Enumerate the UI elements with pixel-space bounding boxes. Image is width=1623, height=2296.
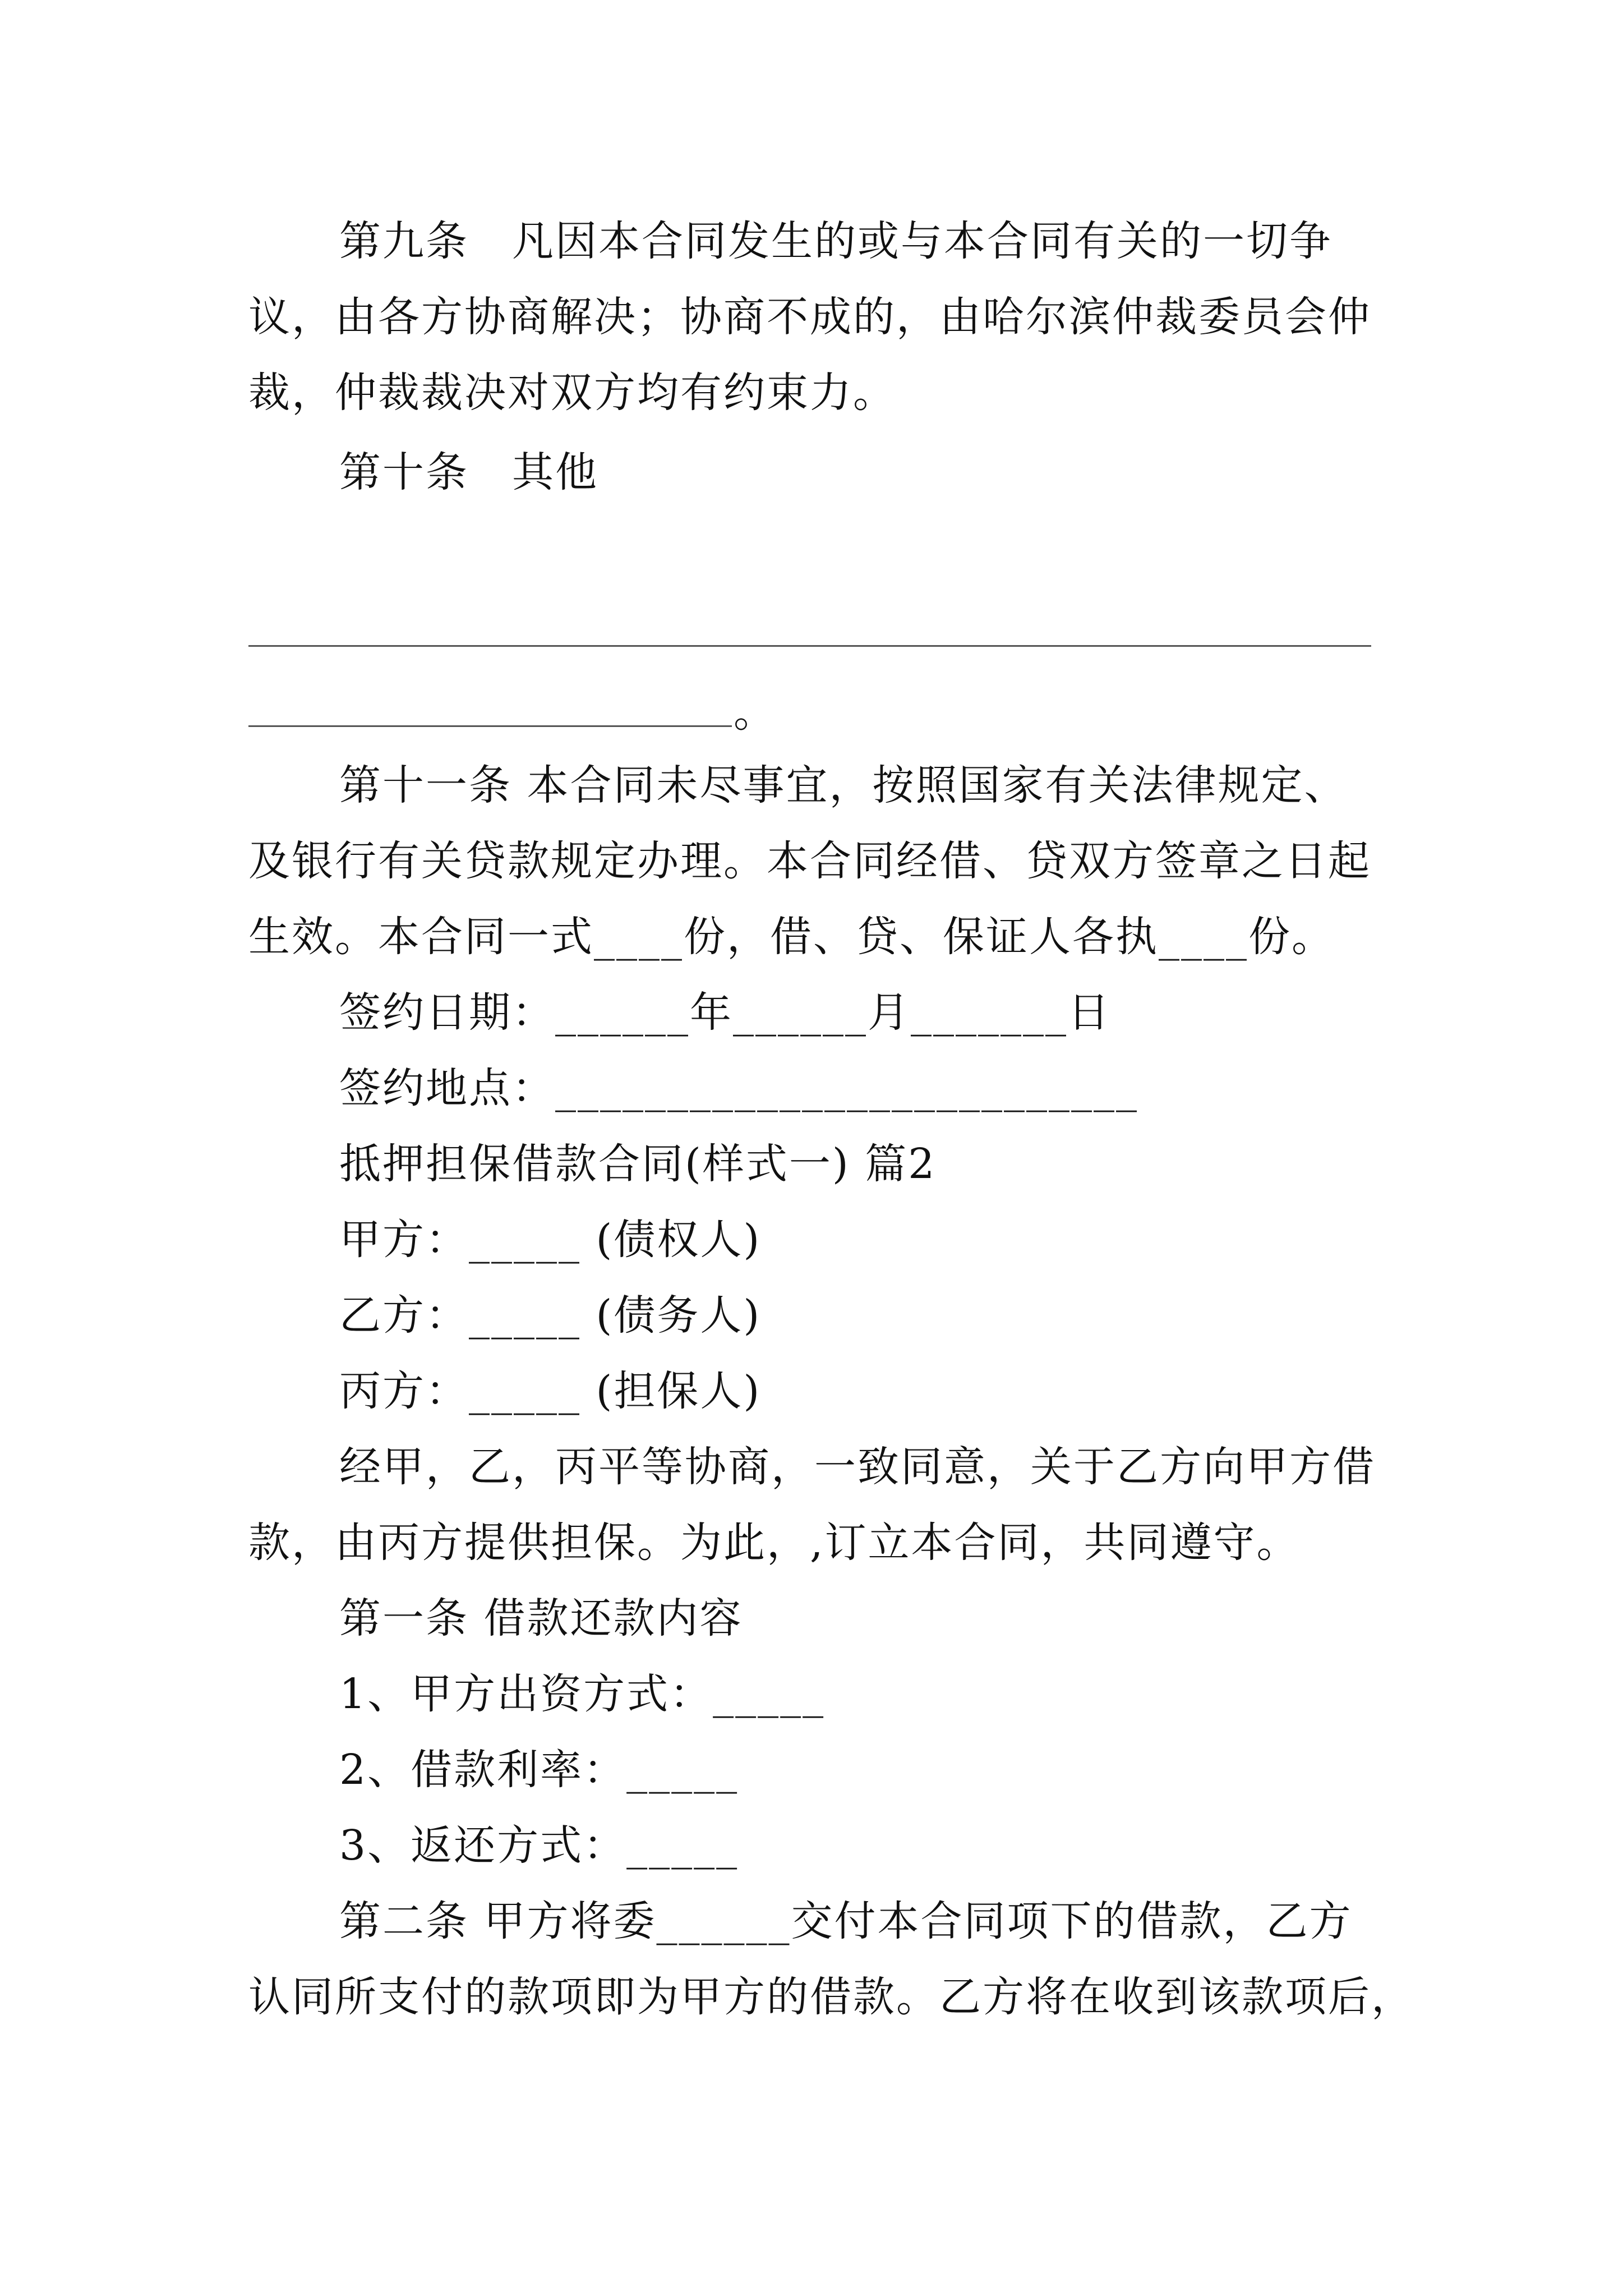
article10-end-mark: 。 (734, 688, 777, 737)
preamble-line2: 款，由丙方提供担保。为此，,订立本合同，共同遵守。 (248, 1519, 1300, 1567)
fill-in-blank-line (248, 645, 1371, 647)
party-c: 丙方：_____ (担保人) (339, 1367, 762, 1415)
article11-line2: 及银行有关贷款规定办理。本合同经借、贷双方签章之日起 (248, 837, 1371, 885)
article1-item3: 3、返还方式：_____ (339, 1821, 739, 1870)
preamble-line1: 经甲，乙，丙平等协商，一致同意，关于乙方向甲方借 (339, 1443, 1376, 1491)
signing-date: 签约日期：______年______月_______日 (339, 988, 1111, 1037)
article1-title: 第一条 借款还款内容 (339, 1594, 743, 1642)
party-a: 甲方：_____ (债权人) (339, 1216, 762, 1264)
article9-line1: 第九条 凡因本合同发生的或与本合同有关的一切争 (339, 217, 1332, 265)
article1-item1: 1、甲方出资方式：_____ (339, 1670, 826, 1718)
signing-place: 签约地点：__________________________ (339, 1064, 1138, 1112)
article10-title: 第十条 其他 (339, 448, 598, 496)
article2-line2: 认同所支付的款项即为甲方的借款。乙方将在收到该款项后， (248, 1973, 1414, 2021)
article9-line2: 议，由各方协商解决；协商不成的，由哈尔滨仲裁委员会仲 (248, 293, 1371, 341)
party-b: 乙方：_____ (债务人) (339, 1291, 762, 1340)
article1-item2: 2、借款利率：_____ (339, 1746, 739, 1794)
article9-line3: 裁，仲裁裁决对双方均有约束力。 (248, 369, 896, 417)
article11-line3: 生效。本合同一式____份，借、贷、保证人各执____份。 (248, 913, 1335, 961)
article11-line1: 第十一条 本合同未尽事宜，按照国家有关法律规定、 (339, 761, 1348, 809)
contract2-title: 抵押担保借款合同(样式一) 篇2 (339, 1140, 937, 1188)
fill-in-blank-line-short (248, 725, 732, 727)
article2-line1: 第二条 甲方将委______交付本合同项下的借款，乙方 (339, 1897, 1353, 1945)
